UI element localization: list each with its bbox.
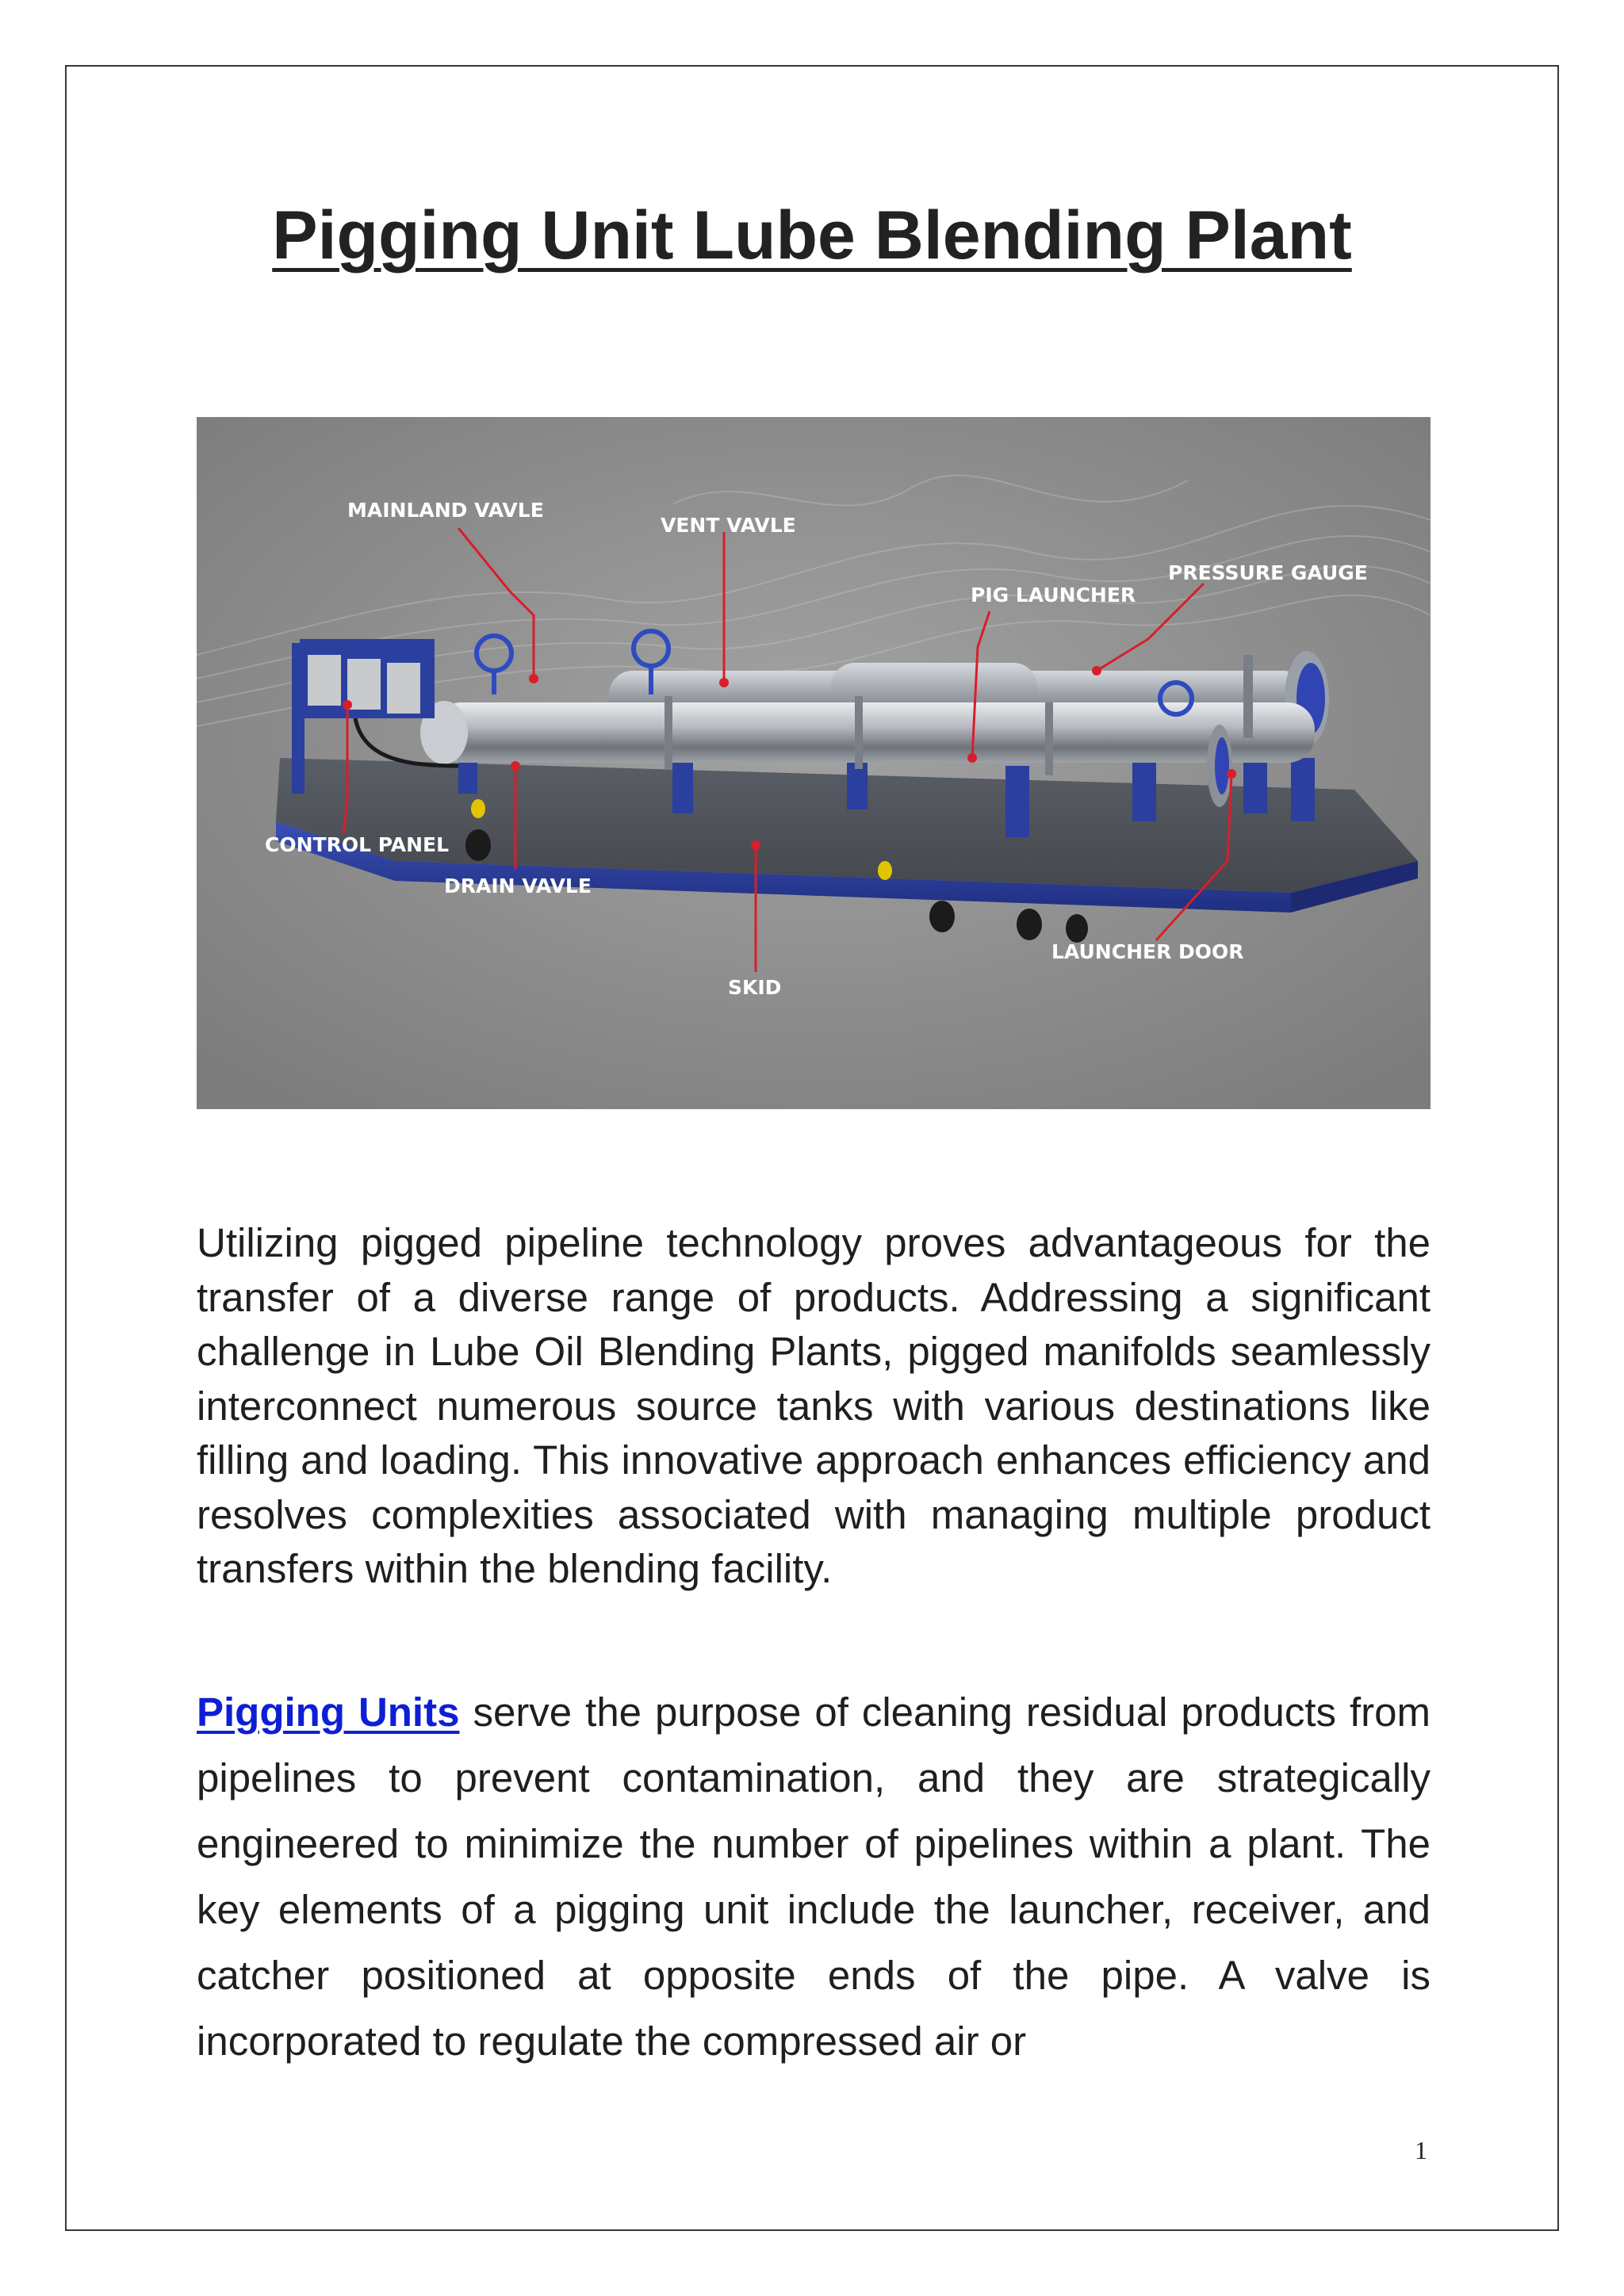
launcher-door-face (1215, 737, 1229, 794)
paragraph-pigging-units-text: serve the purpose of cleaning residual products from pipelines to prevent contamination, and they are strategically engineered to minimize the number of pipelines within a plant. The key elements of a pigging unit include the launcher, receiver, and catcher positioned at opposite ends of the pipe. A valve is incorporated to regulate the compressed air or (197, 1689, 1431, 2064)
pigging-unit-diagram (197, 417, 1431, 1109)
label-mainland-valve: MAINLAND VAVLE (347, 499, 544, 522)
page-title: Pigging Unit Lube Blending Plant (272, 197, 1352, 274)
label-pig-launcher: PIG LAUNCHER (971, 584, 1136, 607)
pigging-units-link[interactable]: Pigging Units (197, 1689, 460, 1735)
label-launcher-door: LAUNCHER DOOR (1051, 940, 1244, 963)
label-pressure-gauge: PRESSURE GAUGE (1168, 561, 1368, 584)
page-number: 1 (1415, 2136, 1427, 2164)
label-control-panel: CONTROL PANEL (265, 833, 450, 856)
label-skid: SKID (728, 976, 782, 999)
label-drain-valve: DRAIN VAVLE (444, 874, 592, 897)
label-vent-valve: VENT VAVLE (661, 514, 796, 537)
paragraph-pigging-units (197, 1679, 1431, 2074)
paragraph-intro: Utilizing pigged pipeline technology proves advantageous for the transfer of a diverse range of products. Addressing a significant challenge in Lube Oil Blending Plants, pigged manifolds seamlessly interconnect numerous source tanks with various destinations like filling and loading. This innovative approach enhances efficiency and resolves complexities associated with managing multiple product transfers within the blending facility. (197, 1220, 1431, 1591)
